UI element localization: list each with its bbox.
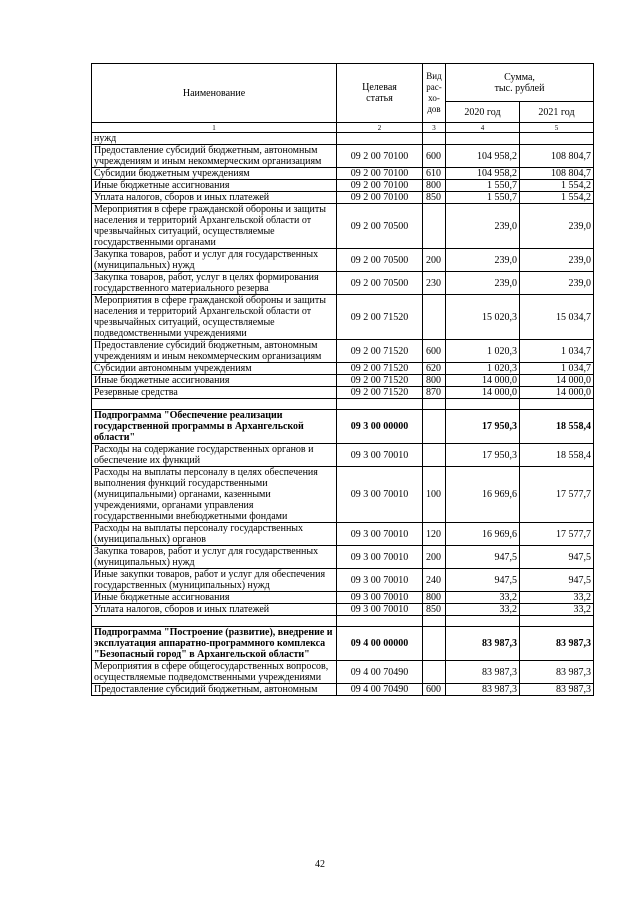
row-name — [92, 399, 337, 410]
row-target-code: 09 2 00 71520 — [337, 363, 423, 375]
row-amount-2021: 83 987,3 — [520, 627, 594, 661]
row-name: Иные бюджетные ассигнования — [92, 180, 337, 192]
row-amount-2021: 14 000,0 — [520, 387, 594, 399]
row-target-code — [337, 616, 423, 627]
row-name: Предоставление субсидий бюджетным, автономным — [92, 684, 337, 696]
row-expense-type: 600 — [423, 145, 446, 168]
row-name: Закупка товаров, работ, услуг в целях формирования государственного материального резерва — [92, 272, 337, 295]
table-row — [92, 410, 594, 444]
row-target-code: 09 2 00 71520 — [337, 387, 423, 399]
row-amount-2020: 17 950,3 — [446, 410, 520, 444]
row-amount-2021: 18 558,4 — [520, 410, 594, 444]
row-amount-2021 — [520, 399, 594, 410]
row-amount-2020: 1 020,3 — [446, 340, 520, 363]
row-amount-2021: 1 554,2 — [520, 192, 594, 204]
header-year-2021: 2021 год — [520, 102, 594, 123]
row-expense-type: 800 — [423, 375, 446, 387]
header-year-2020: 2020 год — [446, 102, 520, 123]
column-number: 2 — [337, 123, 423, 133]
row-name: Иные закупки товаров, работ и услуг для обеспечения государственных (муниципальных) нужд — [92, 569, 337, 592]
table-row — [92, 272, 594, 295]
row-expense-type: 800 — [423, 180, 446, 192]
row-amount-2020: 14 000,0 — [446, 387, 520, 399]
row-expense-type — [423, 295, 446, 340]
row-amount-2021: 33,2 — [520, 604, 594, 616]
row-target-code: 09 3 00 70010 — [337, 592, 423, 604]
column-number: 1 — [92, 123, 337, 133]
row-target-code: 09 3 00 70010 — [337, 444, 423, 467]
row-amount-2021: 15 034,7 — [520, 295, 594, 340]
row-expense-type — [423, 133, 446, 145]
row-target-code: 09 2 00 71520 — [337, 340, 423, 363]
row-amount-2020: 1 550,7 — [446, 180, 520, 192]
row-target-code: 09 3 00 70010 — [337, 569, 423, 592]
row-name: Субсидии автономным учреждениям — [92, 363, 337, 375]
row-target-code: 09 2 00 71520 — [337, 295, 423, 340]
row-target-code: 09 4 00 70490 — [337, 661, 423, 684]
row-amount-2021: 108 804,7 — [520, 145, 594, 168]
row-amount-2020 — [446, 616, 520, 627]
row-expense-type: 870 — [423, 387, 446, 399]
row-target-code: 09 2 00 70500 — [337, 204, 423, 249]
row-amount-2021: 239,0 — [520, 249, 594, 272]
row-amount-2021: 239,0 — [520, 272, 594, 295]
row-name: Уплата налогов, сборов и иных платежей — [92, 192, 337, 204]
row-amount-2020: 16 969,6 — [446, 467, 520, 523]
header-sum: Сумма, тыс. рублей — [446, 64, 594, 102]
table-row — [92, 133, 594, 145]
row-name: Мероприятия в сфере общегосударственных вопросов, осуществляемые подведомственными учреждениями — [92, 661, 337, 684]
row-amount-2020: 239,0 — [446, 249, 520, 272]
row-expense-type: 200 — [423, 546, 446, 569]
header-vid: Вид рас- хо- дов — [423, 64, 446, 123]
row-amount-2021: 108 804,7 — [520, 168, 594, 180]
spacer-row — [92, 399, 594, 410]
row-expense-type: 600 — [423, 340, 446, 363]
row-amount-2020: 33,2 — [446, 604, 520, 616]
row-expense-type: 610 — [423, 168, 446, 180]
row-name — [92, 616, 337, 627]
row-target-code: 09 2 00 70100 — [337, 168, 423, 180]
row-name: Расходы на содержание государственных органов и обеспечение их функций — [92, 444, 337, 467]
row-expense-type — [423, 410, 446, 444]
table-row — [92, 523, 594, 546]
header-target: Целевая статья — [337, 64, 423, 123]
row-name: Мероприятия в сфере гражданской обороны и защиты населения и территорий Архангельской области от чрезвычайных ситуаций, осуществляемые государственными органами — [92, 204, 337, 249]
row-expense-type — [423, 627, 446, 661]
row-target-code — [337, 133, 423, 145]
row-target-code: 09 2 00 70100 — [337, 180, 423, 192]
table-body — [92, 133, 594, 696]
row-target-code: 09 2 00 70500 — [337, 249, 423, 272]
row-target-code: 09 4 00 00000 — [337, 627, 423, 661]
column-number: 5 — [520, 123, 594, 133]
page-number: 42 — [315, 859, 325, 870]
table-row — [92, 546, 594, 569]
spacer-row — [92, 616, 594, 627]
row-amount-2021 — [520, 616, 594, 627]
row-expense-type: 200 — [423, 249, 446, 272]
row-amount-2021: 18 558,4 — [520, 444, 594, 467]
row-name: Закупка товаров, работ и услуг для государственных (муниципальных) нужд — [92, 546, 337, 569]
row-expense-type — [423, 616, 446, 627]
row-amount-2021: 1 034,7 — [520, 363, 594, 375]
row-amount-2020: 14 000,0 — [446, 375, 520, 387]
table-row — [92, 145, 594, 168]
row-name: Предоставление субсидий бюджетным, автономным учреждениям и иным некоммерческим организациям — [92, 340, 337, 363]
row-amount-2021: 17 577,7 — [520, 467, 594, 523]
row-amount-2021: 947,5 — [520, 569, 594, 592]
table-row — [92, 592, 594, 604]
row-expense-type: 800 — [423, 592, 446, 604]
row-amount-2020: 239,0 — [446, 272, 520, 295]
column-number: 4 — [446, 123, 520, 133]
table-row — [92, 168, 594, 180]
row-amount-2020: 15 020,3 — [446, 295, 520, 340]
row-expense-type: 600 — [423, 684, 446, 696]
row-amount-2020: 17 950,3 — [446, 444, 520, 467]
budget-table — [91, 63, 594, 696]
row-target-code: 09 3 00 70010 — [337, 604, 423, 616]
row-target-code — [337, 399, 423, 410]
row-target-code: 09 2 00 71520 — [337, 375, 423, 387]
row-amount-2020: 1 550,7 — [446, 192, 520, 204]
table-row — [92, 340, 594, 363]
row-amount-2021: 1 034,7 — [520, 340, 594, 363]
table-row — [92, 249, 594, 272]
row-target-code: 09 3 00 70010 — [337, 523, 423, 546]
table-row — [92, 180, 594, 192]
table-row — [92, 375, 594, 387]
row-amount-2020: 947,5 — [446, 546, 520, 569]
row-amount-2020: 239,0 — [446, 204, 520, 249]
row-amount-2021: 947,5 — [520, 546, 594, 569]
row-amount-2021: 83 987,3 — [520, 684, 594, 696]
row-amount-2021: 14 000,0 — [520, 375, 594, 387]
row-name: Подпрограмма "Обеспечение реализации государственной программы в Архангельской области" — [92, 410, 337, 444]
table-row — [92, 604, 594, 616]
row-name: Иные бюджетные ассигнования — [92, 375, 337, 387]
row-expense-type: 620 — [423, 363, 446, 375]
table-row — [92, 684, 594, 696]
row-expense-type: 100 — [423, 467, 446, 523]
row-target-code: 09 2 00 70100 — [337, 145, 423, 168]
row-amount-2020: 104 958,2 — [446, 145, 520, 168]
row-expense-type — [423, 661, 446, 684]
row-amount-2021: 83 987,3 — [520, 661, 594, 684]
row-amount-2020: 1 020,3 — [446, 363, 520, 375]
row-amount-2020: 83 987,3 — [446, 627, 520, 661]
row-amount-2020: 33,2 — [446, 592, 520, 604]
row-name: Подпрограмма "Построение (развитие), внедрение и эксплуатация аппаратно-программного комплекса "Безопасный город" в Архангельской области" — [92, 627, 337, 661]
row-name: Иные бюджетные ассигнования — [92, 592, 337, 604]
row-target-code: 09 4 00 70490 — [337, 684, 423, 696]
row-amount-2020 — [446, 399, 520, 410]
column-number: 3 — [423, 123, 446, 133]
row-amount-2021 — [520, 133, 594, 145]
row-name: нужд — [92, 133, 337, 145]
row-name: Мероприятия в сфере гражданской обороны и защиты населения и территорий Архангельской области от чрезвычайных ситуаций, осуществляемые подведомственными учреждениями — [92, 295, 337, 340]
row-name: Уплата налогов, сборов и иных платежей — [92, 604, 337, 616]
table-row — [92, 204, 594, 249]
row-amount-2020: 104 958,2 — [446, 168, 520, 180]
table-row — [92, 295, 594, 340]
row-amount-2020: 83 987,3 — [446, 661, 520, 684]
table-row — [92, 192, 594, 204]
row-target-code: 09 2 00 70500 — [337, 272, 423, 295]
table-row — [92, 569, 594, 592]
table-row — [92, 387, 594, 399]
header-name: Наименование — [92, 64, 337, 123]
row-name: Субсидии бюджетным учреждениям — [92, 168, 337, 180]
row-amount-2020: 16 969,6 — [446, 523, 520, 546]
row-amount-2020 — [446, 133, 520, 145]
row-name: Расходы на выплаты персоналу государственных (муниципальных) органов — [92, 523, 337, 546]
row-target-code: 09 2 00 70100 — [337, 192, 423, 204]
row-amount-2020: 83 987,3 — [446, 684, 520, 696]
row-target-code: 09 3 00 70010 — [337, 467, 423, 523]
row-expense-type — [423, 204, 446, 249]
table-row — [92, 627, 594, 661]
row-name: Закупка товаров, работ и услуг для государственных (муниципальных) нужд — [92, 249, 337, 272]
row-amount-2021: 239,0 — [520, 204, 594, 249]
row-expense-type: 120 — [423, 523, 446, 546]
row-amount-2020: 947,5 — [446, 569, 520, 592]
row-name: Предоставление субсидий бюджетным, автономным учреждениям и иным некоммерческим организациям — [92, 145, 337, 168]
row-expense-type — [423, 399, 446, 410]
row-amount-2021: 17 577,7 — [520, 523, 594, 546]
row-target-code: 09 3 00 00000 — [337, 410, 423, 444]
table-row — [92, 444, 594, 467]
row-amount-2021: 33,2 — [520, 592, 594, 604]
table-row — [92, 467, 594, 523]
row-target-code: 09 3 00 70010 — [337, 546, 423, 569]
row-expense-type: 240 — [423, 569, 446, 592]
table-row — [92, 363, 594, 375]
row-expense-type: 850 — [423, 604, 446, 616]
row-expense-type — [423, 444, 446, 467]
row-expense-type: 850 — [423, 192, 446, 204]
row-name: Резервные средства — [92, 387, 337, 399]
row-name: Расходы на выплаты персоналу в целях обеспечения выполнения функций государственными (муниципальными) органами, казенными учреждениями, органами управления государственными внебюджетными фондами — [92, 467, 337, 523]
row-expense-type: 230 — [423, 272, 446, 295]
row-amount-2021: 1 554,2 — [520, 180, 594, 192]
table-row — [92, 661, 594, 684]
